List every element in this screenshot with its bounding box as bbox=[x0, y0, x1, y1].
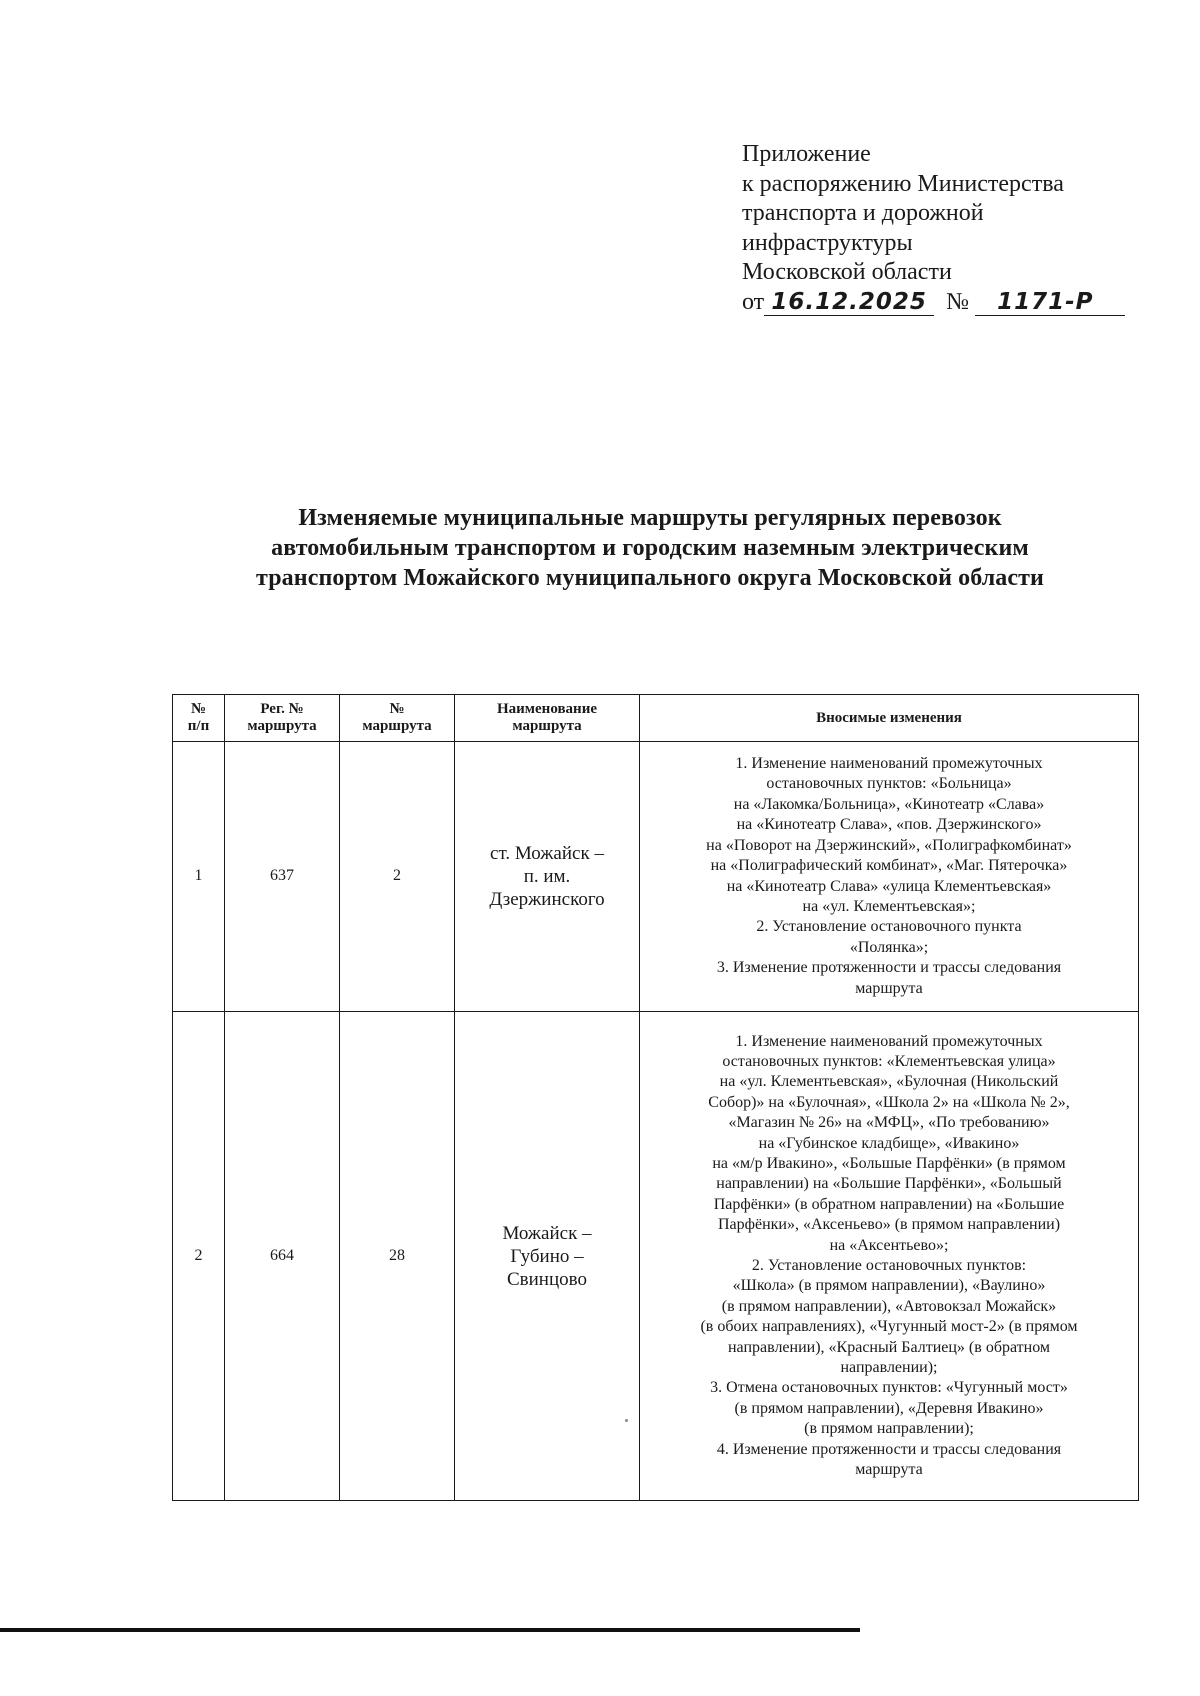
cell-route-number: 28 bbox=[340, 1012, 455, 1501]
routes-table bbox=[172, 694, 1139, 1501]
title-line: транспортом Можайского муниципального округа Московской области bbox=[256, 565, 1044, 591]
appendix-line: транспорта и дорожной bbox=[742, 200, 984, 226]
appendix-line: Приложение bbox=[742, 141, 871, 167]
appendix-line: инфраструктуры bbox=[742, 229, 913, 256]
cell-changes: 1. Изменение наименований промежуточных остановочных пунктов: «Больница» на «Лакомка/Больница», «Кинотеатр «Слава» на «Кинотеатр Слава», «пов. Дзержинского» на «Поворот на Дзержинский», «Полиграфкомбинат» на «Полиграфический комбинат», «Маг. Пятерочка» на «Кинотеатр Слава» «улица Клементьевская» на «ул. Клементьевская»; 2. Установление остановочного пункта «Полянка»; 3. Изменение протяженности и трассы следования маршрута bbox=[640, 742, 1139, 1012]
title-line: Изменяемые муниципальные маршруты регулярных перевозок bbox=[298, 505, 1002, 531]
appendix-block bbox=[742, 140, 1142, 317]
cell-reg-number: 664 bbox=[225, 1012, 340, 1501]
handwritten-number: 1171-Р bbox=[975, 289, 1125, 316]
cell-route-number: 2 bbox=[340, 742, 455, 1012]
cell-reg-number: 637 bbox=[225, 742, 340, 1012]
table-row bbox=[173, 1012, 1139, 1501]
table-header-row bbox=[173, 695, 1139, 742]
appendix-line: к распоряжению Министерства bbox=[742, 170, 1064, 197]
header-route-number: № маршрута bbox=[340, 695, 455, 742]
cell-index: 2 bbox=[173, 1012, 225, 1501]
title-line: автомобильным транспортом и городским наземным электрическим bbox=[271, 535, 1029, 561]
cell-index: 1 bbox=[173, 742, 225, 1012]
date-prefix: от bbox=[742, 288, 765, 315]
header-route-name: Наименование маршрута bbox=[455, 695, 640, 742]
table-row bbox=[173, 742, 1139, 1012]
cell-changes: 1. Изменение наименований промежуточных остановочных пунктов: «Клементьевская улица» на «ул. Клементьевская», «Булочная (Никольский Собор)» на «Булочная», «Школа 2» на «Школа № 2», «Магазин № 26» на «МФЦ», «По требованию» на «Губинское кладбище», «Ивакино» на «м/р Ивакино», «Большые Парфёнки» (в прямом направлении) на «Большие Парфёнки», «Большый Парфёнки» (в обратном направлении) на «Большие Парфёнки», «Аксеньево» (в прямом направлении) на «Аксентьево»; 2. Установление остановочных пунктов: «Школа» (в прямом направлении), «Ваулино» (в прямом направлении), «Автовокзал Можайск» (в обоих направлениях), «Чугунный мост-2» (в прямом направлении), «Красный Балтиец» (в обратном направлении); 3. Отмена остановочных пунктов: «Чугунный мост» (в прямом направлении), «Деревня Ивакино» (в прямом направлении); 4. Изменение протяженности и трассы следования маршрута bbox=[640, 1012, 1139, 1501]
handwritten-date: 16.12.2025 bbox=[764, 289, 934, 316]
scan-edge-rule bbox=[0, 1628, 860, 1632]
number-prefix: № bbox=[946, 288, 970, 315]
header-changes: Вносимые изменения bbox=[640, 695, 1139, 742]
appendix-line: Московской области bbox=[742, 259, 952, 285]
scan-speck bbox=[625, 1419, 628, 1422]
header-index: № п/п bbox=[173, 695, 225, 742]
document-title bbox=[160, 503, 1140, 593]
appendix-date-line bbox=[742, 288, 1142, 318]
cell-route-name: Можайск – Губино – Свинцово bbox=[455, 1012, 640, 1501]
header-reg-number: Рег. № маршрута bbox=[225, 695, 340, 742]
cell-route-name: ст. Можайск – п. им. Дзержинского bbox=[455, 742, 640, 1012]
